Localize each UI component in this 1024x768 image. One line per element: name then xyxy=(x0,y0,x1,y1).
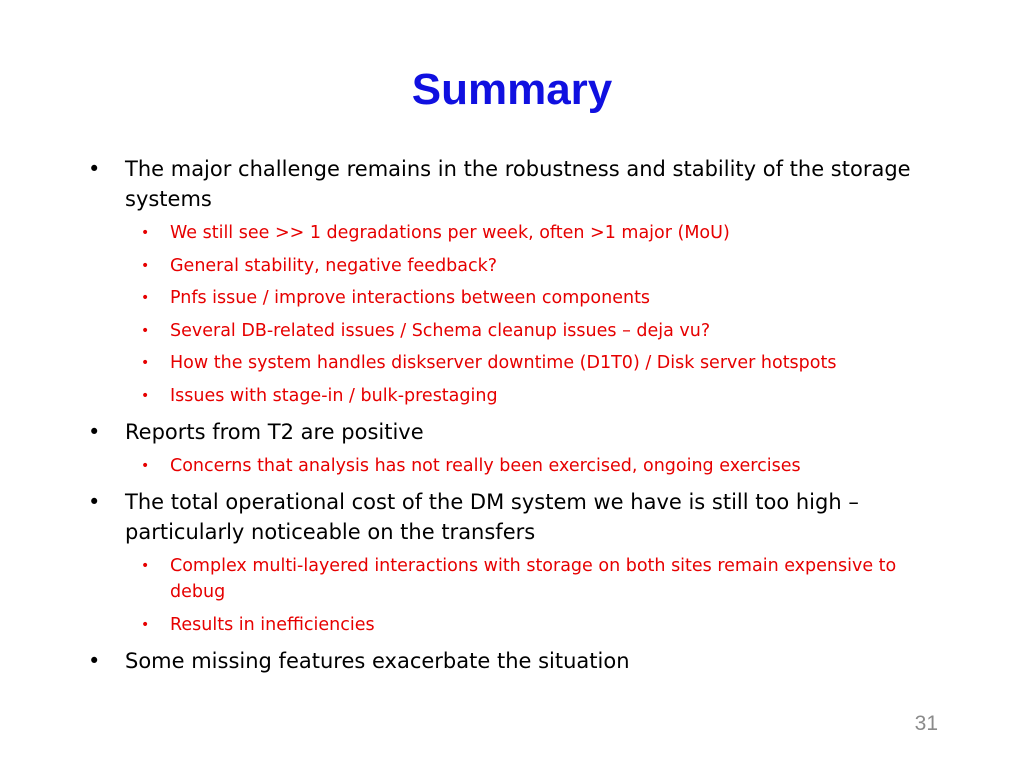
bullet-item xyxy=(82,154,952,214)
sub-bullet-item xyxy=(82,318,952,344)
bullet-icon: • xyxy=(88,489,101,514)
sub-bullet-text: We still see >> 1 degradations per week, often >1 major (MoU) xyxy=(170,223,730,243)
sub-bullet-item xyxy=(82,350,952,376)
sub-bullet-item xyxy=(82,285,952,311)
bullet-icon: • xyxy=(141,355,150,372)
bullet-text: Some missing features exacerbate the situation xyxy=(125,648,630,673)
bullet-icon: • xyxy=(141,225,150,241)
sub-bullet-list xyxy=(82,553,952,638)
bullet-icon: • xyxy=(141,290,150,307)
bullet-text: Reports from T2 are positive xyxy=(125,419,424,444)
bullet-icon: • xyxy=(88,648,101,673)
sub-bullet-item xyxy=(82,453,952,479)
bullet-icon: • xyxy=(141,387,150,404)
bullet-list xyxy=(82,154,952,682)
sub-bullet-text: Issues with stage-in / bulk-prestaging xyxy=(170,385,498,406)
sub-bullet-text: Complex multi-layered interactions with storage on both sites remain expensive to debug xyxy=(170,555,897,602)
sub-bullet-item xyxy=(82,383,952,409)
sub-bullet-list xyxy=(82,453,952,479)
sub-bullet-text: Pnfs issue / improve interactions between components xyxy=(170,288,651,309)
bullet-icon: • xyxy=(141,616,150,633)
bullet-icon: • xyxy=(141,457,150,474)
bullet-item xyxy=(82,417,952,447)
sub-bullet-item xyxy=(82,553,952,605)
bullet-icon: • xyxy=(141,322,150,339)
sub-bullet-text: How the system handles diskserver downtime (D1T0) / Disk server hotspots xyxy=(170,353,837,374)
sub-bullet-list xyxy=(82,220,952,409)
sub-bullet-text: Several DB-related issues / Schema cleanup issues – deja vu? xyxy=(170,320,711,341)
bullet-item xyxy=(82,646,952,676)
bullet-icon: • xyxy=(88,157,101,181)
slide-title: Summary xyxy=(411,65,613,114)
page-number: 31 xyxy=(914,712,938,735)
bullet-icon: • xyxy=(88,419,101,444)
bullet-text: The major challenge remains in the robustness and stability of the storage systems xyxy=(125,157,911,211)
bullet-item xyxy=(82,487,952,547)
bullet-icon: • xyxy=(141,557,150,574)
bullet-icon: • xyxy=(141,257,150,274)
sub-bullet-item xyxy=(82,612,952,638)
sub-bullet-text: Concerns that analysis has not really been exercised, ongoing exercises xyxy=(170,455,801,476)
sub-bullet-text: Results in inefficiencies xyxy=(170,614,375,635)
sub-bullet-item xyxy=(82,253,952,279)
bullet-text: The total operational cost of the DM system we have is still too high – particularly noticeable on the transfers xyxy=(125,489,859,544)
sub-bullet-text: General stability, negative feedback? xyxy=(170,255,498,276)
sub-bullet-item xyxy=(82,220,952,246)
